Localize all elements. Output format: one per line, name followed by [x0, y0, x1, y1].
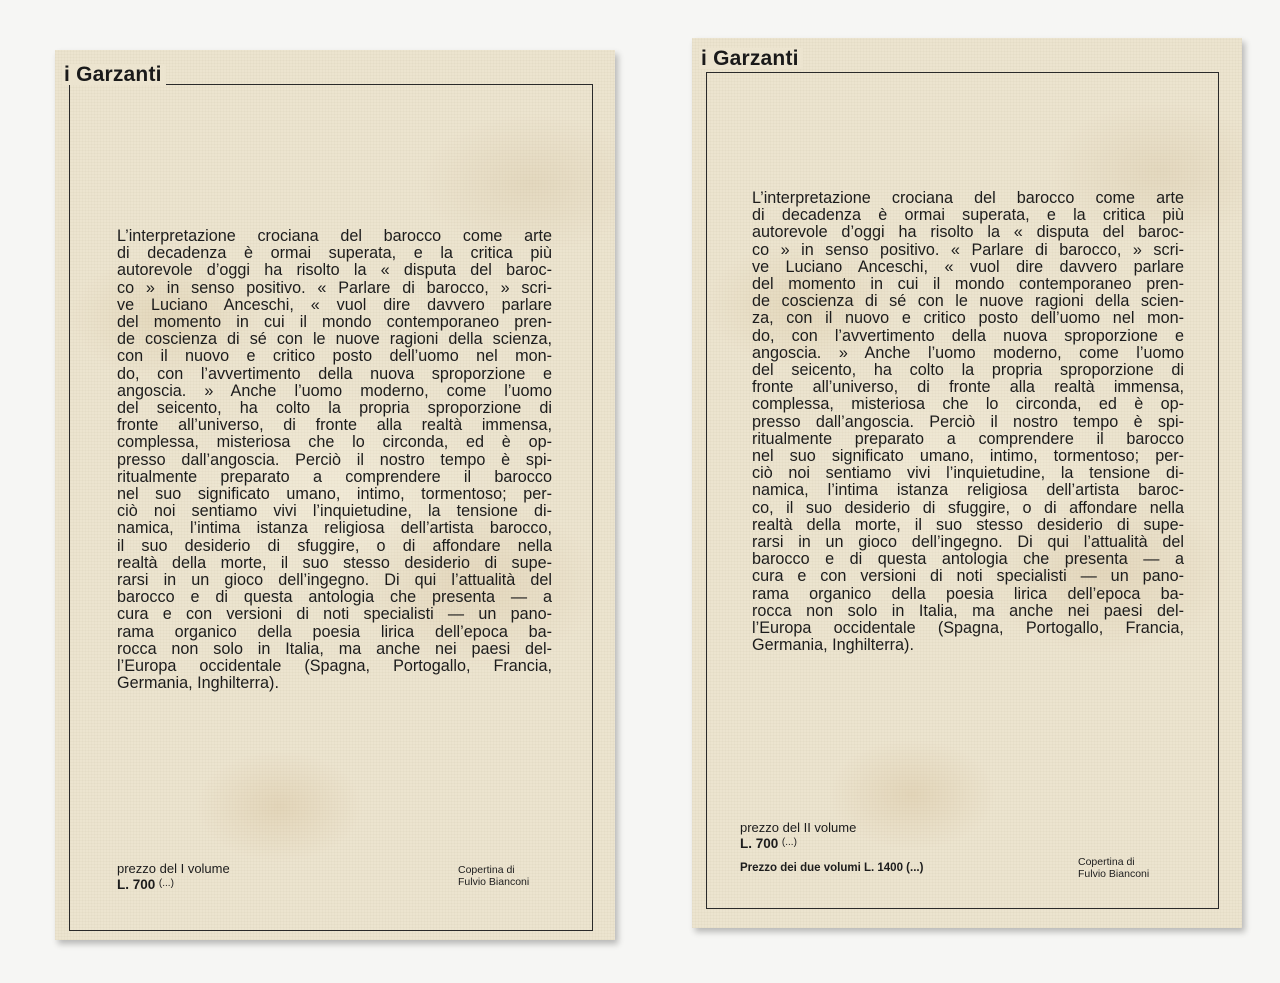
blurb-line: del momento in cui il mondo contemporaneo pren- [752, 275, 1184, 294]
blurb-line: de coscienza di sé con le nuove ragioni della scien- [752, 292, 1184, 311]
blurb-line: autorevole d’oggi ha risolto la « disputa del baroc- [117, 261, 552, 280]
price-label: prezzo del II volume [740, 820, 857, 835]
blurb-line: nel suo significato umano, intimo, tormentoso; per- [752, 447, 1184, 466]
blurb-line: rama organico della poesia lirica dell’epoca ba- [117, 622, 552, 641]
volume-price [740, 820, 856, 851]
blurb-line: cura e con versioni di noti specialisti — un pano- [752, 567, 1184, 586]
blurb-line: complessa, misteriosa che lo circonda, ed è op- [117, 433, 552, 452]
credit-line1: Copertina di [1078, 856, 1135, 868]
price-amount: L. 700 [117, 877, 156, 892]
blurb-line: rarsi in un gioco dell’ingegno. Di qui l’attualità del [117, 571, 552, 590]
blurb-line: co, il suo desiderio di sfuggire, o di affondare nella [752, 498, 1184, 517]
price-suffix: (...) [781, 837, 797, 848]
blurb-line: rocca non solo in Italia, ma anche nei paesi del- [117, 639, 552, 658]
blurb-line: fronte all’universo, di fronte alla realtà immensa, [752, 378, 1184, 397]
blurb-line: autorevole d’oggi ha risolto la « disputa del baroc- [752, 223, 1184, 242]
price-suffix: (...) [158, 878, 174, 889]
blurb-line: l’Europa occidentale (Spagna, Portogallo, Francia, [752, 619, 1184, 638]
blurb-line: con il nuovo e critico posto dell’uomo nel mon- [117, 347, 552, 366]
blurb-line: di decadenza è ormai superata, e la critica più [752, 206, 1184, 225]
book-cover-volume-1 [55, 50, 615, 940]
total-price-suffix: (...) [906, 862, 924, 874]
total-price-label: Prezzo dei due volumi L. 1400 [740, 862, 903, 874]
blurb-line: ve Luciano Anceschi, « vuol dire davvero parlare [752, 257, 1184, 276]
price-amount: L. 700 [740, 836, 779, 851]
publisher-brand: i Garzanti [699, 48, 803, 69]
blurb-line: rarsi in un gioco dell’ingegno. Di qui l’attualità del [752, 533, 1184, 552]
blurb-line: presso dall’angoscia. Perciò il nostro tempo è spi- [752, 412, 1184, 431]
blurb-line: realtà della morte, il suo stesso desiderio di supe- [752, 515, 1184, 534]
blurb-line: namica, l’intima istanza religiosa dell’artista barocco, [117, 519, 552, 538]
book-cover-volume-2 [692, 38, 1242, 928]
blurb-line: L’interpretazione crociana del barocco come arte [752, 189, 1184, 207]
cover-credit [458, 864, 529, 888]
blurb-line: ciò noi sentiamo vivi l’inquietudine, la tensione di- [752, 464, 1184, 483]
blurb-line: rocca non solo in Italia, ma anche nei paesi del- [752, 601, 1184, 620]
cover-credit [1078, 856, 1149, 880]
blurb-line: barocco e di questa antologia che presenta — a [752, 550, 1184, 569]
total-price [740, 862, 923, 874]
blurb-line: barocco e di questa antologia che presenta — a [117, 588, 552, 607]
blurb-line: fronte all’universo, di fronte alla realtà immensa, [117, 416, 552, 435]
back-cover-blurb [117, 228, 552, 692]
blurb-line: ritualmente preparato a comprendere il barocco [752, 429, 1184, 448]
blurb-line: realtà della morte, il suo stesso desiderio di supe- [117, 553, 552, 572]
volume-price [117, 861, 230, 892]
credit-line1: Copertina di [458, 864, 515, 876]
blurb-line: ciò noi sentiamo vivi l’inquietudine, la tensione di- [117, 502, 552, 521]
blurb-line: ritualmente preparato a comprendere il barocco [117, 467, 552, 486]
blurb-line: cura e con versioni di noti specialisti — un pano- [117, 605, 552, 624]
blurb-line: co » in senso positivo. « Parlare di barocco, » scri- [117, 278, 552, 297]
price-label: prezzo del I volume [117, 861, 230, 876]
blurb-line: za, con il nuovo e critico posto dell’uomo nel mon- [752, 309, 1184, 328]
blurb-line: angoscia. » Anche l’uomo moderno, come l’uomo [752, 343, 1184, 362]
blurb-line: complessa, misteriosa che lo circonda, ed è op- [752, 395, 1184, 414]
blurb-line: do, con l’avvertimento della nuova sproporzione e [752, 326, 1184, 345]
blurb-line: de coscienza di sé con le nuove ragioni della scienza, [117, 330, 552, 349]
blurb-line: il suo desiderio di sfuggire, o di affondare nella [117, 536, 552, 555]
blurb-line: co » in senso positivo. « Parlare di barocco, » scri- [752, 240, 1184, 259]
publisher-brand: i Garzanti [62, 64, 166, 85]
credit-line2: Fulvio Bianconi [458, 876, 530, 888]
blurb-line: L’interpretazione crociana del barocco come arte [117, 227, 552, 245]
blurb-line: Germania, Inghilterra). [752, 636, 914, 655]
blurb-line: namica, l’intima istanza religiosa dell’artista baroc- [752, 481, 1184, 500]
credit-line2: Fulvio Bianconi [1078, 868, 1150, 880]
blurb-line: l’Europa occidentale (Spagna, Portogallo, Francia, [117, 657, 552, 676]
blurb-line: di decadenza è ormai superata, e la critica più [117, 244, 552, 263]
blurb-line: Germania, Inghilterra). [117, 674, 279, 693]
blurb-line: ve Luciano Anceschi, « vuol dire davvero parlare [117, 295, 552, 314]
blurb-line: angoscia. » Anche l’uomo moderno, come l’uomo [117, 381, 552, 400]
blurb-line: del seicento, ha colto la propria sproporzione di [752, 361, 1184, 380]
blurb-line: rama organico della poesia lirica dell’epoca ba- [752, 584, 1184, 603]
blurb-line: nel suo significato umano, intimo, tormentoso; per- [117, 485, 552, 504]
blurb-line: del momento in cui il mondo contemporaneo pren- [117, 313, 552, 332]
blurb-line: do, con l’avvertimento della nuova sproporzione e [117, 364, 552, 383]
back-cover-blurb [752, 190, 1184, 654]
blurb-line: del seicento, ha colto la propria sproporzione di [117, 399, 552, 418]
blurb-line: presso dall’angoscia. Perciò il nostro tempo è spi- [117, 450, 552, 469]
